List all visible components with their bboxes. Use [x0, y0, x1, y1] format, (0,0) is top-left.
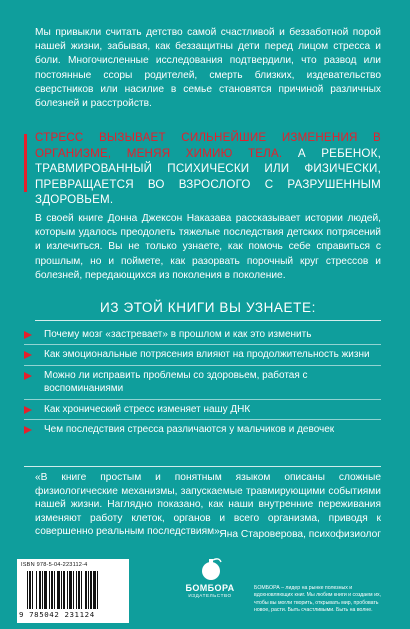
callout-white-text: А РЕБЕНОК, ТРАВМИРОВАННЫЙ ПСИХИЧЕСКИ ИЛИ ФИЗИЧЕСКИ, ПРЕВРАЩАЕТСЯ ВО ВЗРОСЛОГО С РАЗРУШЕННЫМ ЗДОРОВЬЕМ. — [35, 146, 381, 207]
list-item: Можно ли исправить проблемы со здоровьем, работая с воспоминаниями — [24, 366, 381, 400]
barcode-bars-icon — [27, 571, 121, 609]
barcode — [17, 559, 129, 623]
publisher-blurb: БОМБОРА – лидер на рынке полезных и вдохновляющих книг. Мы любим книги и создаем их, чтобы вы могли творить, открывать мир, пробовать новое, расти. Быть счастливыми. Быть на волне. — [254, 585, 381, 614]
isbn-text: ISBN 978-5-04-223112-4 — [21, 562, 88, 568]
section-heading: ИЗ ЭТОЙ КНИГИ ВЫ УЗНАЕТЕ: — [100, 300, 316, 315]
list-item: Чем последствия стресса различаются у мальчиков и девочек — [24, 420, 381, 439]
bullet-triangle-icon — [24, 406, 32, 414]
bullet-triangle-icon — [24, 331, 32, 339]
book-description: В своей книге Донна Джексон Наказава рассказывает истории людей, которым удалось преодолеть тяжелые последствия детских потрясений и излечиться. Вы не только узнаете, как помочь себе справиться с прошлым, но и поймете, как разорвать порочный круг стрессов и болезней, передающихся из поколения в поколение. — [35, 213, 381, 281]
list-item: Как эмоциональные потрясения влияют на продолжительность жизни — [24, 345, 381, 365]
bullet-list — [24, 325, 381, 439]
publisher-logo-name: БОМБОРА — [185, 583, 235, 593]
callout-paragraph — [35, 130, 381, 208]
list-item: Как хронический стресс изменяет нашу ДНК — [24, 400, 381, 420]
review-signature: Яна Староверова, психофизиолог — [219, 529, 381, 540]
callout-red-text: СТРЕСС ВЫЗЫВАЕТ СИЛЬНЕЙШИЕ ИЗМЕНЕНИЯ В ОРГАНИЗМЕ, МЕНЯЯ ХИМИЮ ТЕЛА. — [35, 131, 381, 160]
list-item: Почему мозг «застревает» в прошлом и как это изменить — [24, 325, 381, 345]
bullet-triangle-icon — [24, 426, 32, 434]
callout-accent-bar — [24, 134, 27, 192]
review-quote: «В книге простым и понятным языком описаны сложные физиологические механизмы, запускаемые травмирующими событиями нашей жизни. Наглядно показано, как наши внутренние переживания изменяют работу клеток, органов и всего организма, приводя к совершенно реальным последствиям». — [35, 472, 381, 538]
bullet-triangle-icon — [24, 351, 32, 359]
heading-divider — [35, 320, 381, 321]
barcode-digits: 9 785042 231124 — [19, 610, 95, 619]
intro-paragraph: Мы привыкли считать детство самой счастливой и беззаботной порой нашей жизни, забывая, как беззащитны дети перед лицом стресса и боли. Многочисленные исследования подтвердили, что развод или постоянные ссоры родителей, смерть близких, издевательство сверстников или насилие в семье становятся причиной различных болезней и расстройств. — [35, 27, 381, 110]
publisher-logo-subtitle: ИЗДАТЕЛЬСТВО — [188, 593, 232, 598]
bullet-triangle-icon — [24, 372, 32, 380]
